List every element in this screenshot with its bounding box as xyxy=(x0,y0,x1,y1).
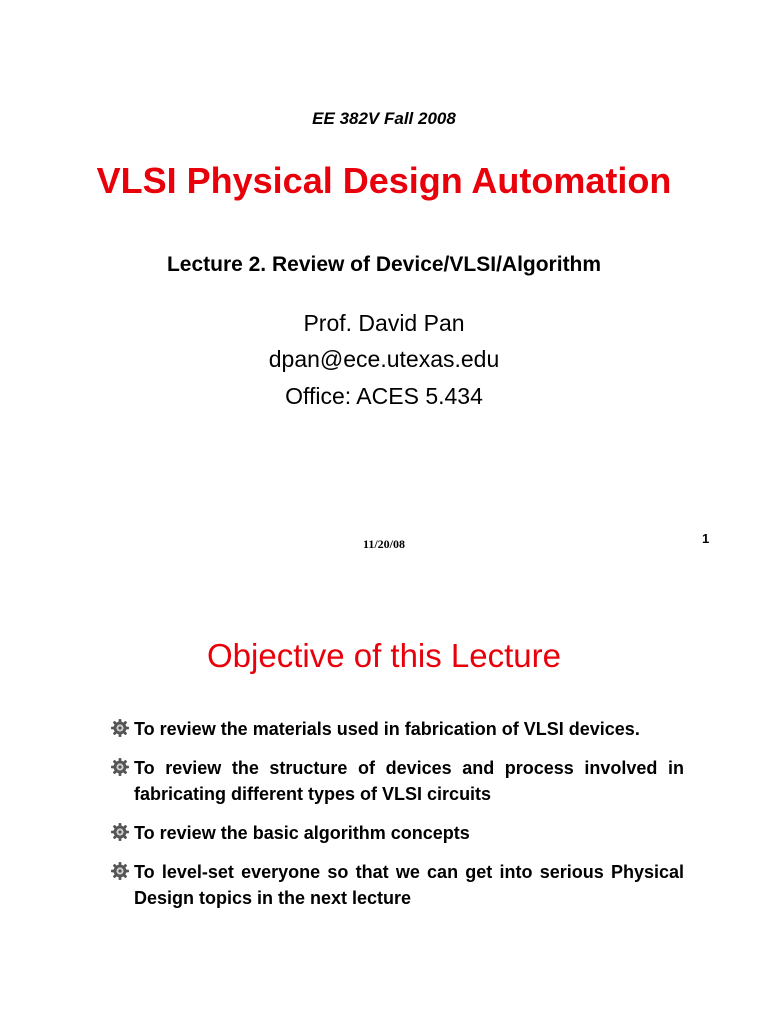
slide-date: 11/20/08 xyxy=(362,537,405,551)
gear-bullet-icon xyxy=(110,757,130,777)
lecture-subtitle: Lecture 2. Review of Device/VLSI/Algorithm xyxy=(166,253,602,276)
slide-title: VLSI Physical Design Automation xyxy=(96,160,672,201)
gear-bullet-icon xyxy=(110,822,130,842)
bullet-text: To review the materials used in fabrication of VLSI devices. xyxy=(134,719,640,739)
list-item xyxy=(110,755,684,807)
bullet-text: To review the basic algorithm concepts xyxy=(134,823,470,843)
professor-email: dpan@ece.utexas.edu xyxy=(268,346,500,372)
list-item xyxy=(110,716,684,742)
gear-bullet-icon xyxy=(110,861,130,881)
course-label: EE 382V Fall 2008 xyxy=(312,109,456,128)
list-item xyxy=(110,820,684,846)
gear-bullet-icon xyxy=(110,718,130,738)
objective-title: Objective of this Lecture xyxy=(206,637,561,674)
objective-list xyxy=(110,716,684,924)
list-item xyxy=(110,859,684,911)
bullet-text: To level-set everyone so that we can get into serious Physical Design topics in the next lecture xyxy=(134,862,684,908)
office-location: Office: ACES 5.434 xyxy=(285,383,483,409)
page-number: 1 xyxy=(702,531,710,546)
bullet-text: To review the structure of devices and process involved in fabricating different types of VLSI circuits xyxy=(134,758,684,804)
professor-name: Prof. David Pan xyxy=(303,310,465,336)
